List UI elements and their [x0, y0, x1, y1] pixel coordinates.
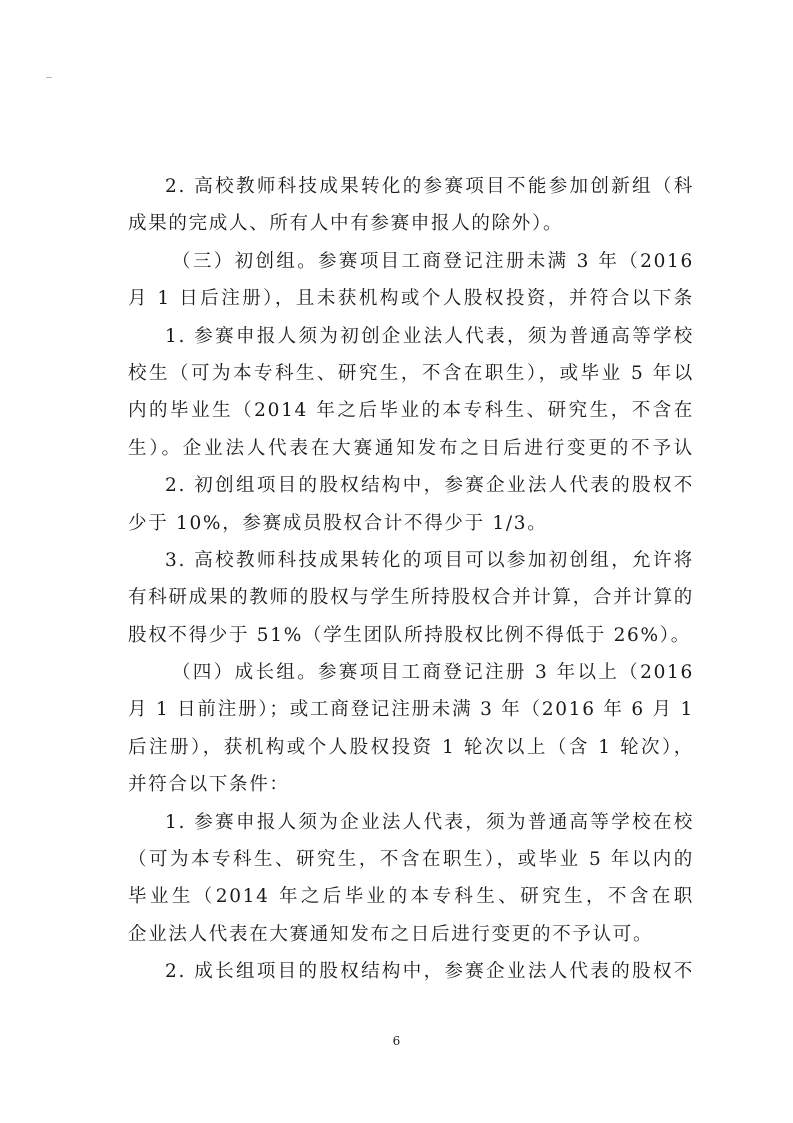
paragraph-line: 股权不得少于 51%（学生团队所持股权比例不得低于 26%）。	[128, 624, 691, 646]
page-number: 6	[392, 1034, 401, 1048]
paragraph-line: 少于 10%，参赛成员股权合计不得少于 1/3。	[128, 512, 548, 534]
paragraph-line: 成果的完成人、所有人中有参赛申报人的除外）。	[128, 213, 564, 235]
paragraph-line: 后注册），获机构或个人股权投资 1 轮次以上（含 1 轮次），	[128, 736, 694, 758]
paragraph-line: 校生（可为本专科生、研究生，不含在职生），或毕业 5 年以	[128, 362, 694, 384]
paragraph-line: 月 1 日前注册）；或工商登记注册未满 3 年（2016 年 6 月 1	[128, 699, 694, 721]
paragraph-line: 有科研成果的教师的股权与学生所持股权合并计算，合并计算的	[128, 587, 694, 609]
paragraph-line: 毕业生（2014 年之后毕业的本专科生、研究生，不含在职	[128, 886, 694, 908]
paragraph-line: （三）初创组。参赛项目工商登记注册未满 3 年（2016	[172, 250, 694, 272]
document-body	[128, 168, 694, 991]
paragraph-line: 1. 参赛申报人须为企业法人代表，须为普通高等学校在校	[165, 811, 694, 833]
paragraph-line: 月 1 日后注册），且未获机构或个人股权投资，并符合以下条	[128, 288, 694, 310]
paragraph-line: （可为本专科生、研究生，不含在职生），或毕业 5 年以内的	[128, 849, 694, 871]
paragraph-line: 并符合以下条件：	[128, 774, 290, 796]
paragraph-line: 1. 参赛申报人须为初创企业法人代表，须为普通高等学校	[165, 325, 694, 347]
paragraph-line: 2. 成长组项目的股权结构中，参赛企业法人代表的股权不	[165, 961, 694, 983]
paragraph-line: 2. 高校教师科技成果转化的参赛项目不能参加创新组（科	[165, 176, 694, 197]
paragraph-line: 3. 高校教师科技成果转化的项目可以参加初创组，允许将	[165, 549, 694, 571]
paragraph-line: 生）。企业法人代表在大赛通知发布之日后进行变更的不予认	[128, 437, 694, 459]
paragraph-line: 2. 初创组项目的股权结构中，参赛企业法人代表的股权不	[165, 475, 694, 497]
paragraph-line: 内的毕业生（2014 年之后毕业的本专科生、研究生，不含在	[128, 400, 694, 422]
paragraph-line: 企业法人代表在大赛通知发布之日后进行变更的不予认可。	[128, 923, 654, 945]
scan-artifact-mark	[46, 77, 52, 78]
paragraph-line: （四）成长组。参赛项目工商登记注册 3 年以上（2016	[172, 662, 694, 684]
